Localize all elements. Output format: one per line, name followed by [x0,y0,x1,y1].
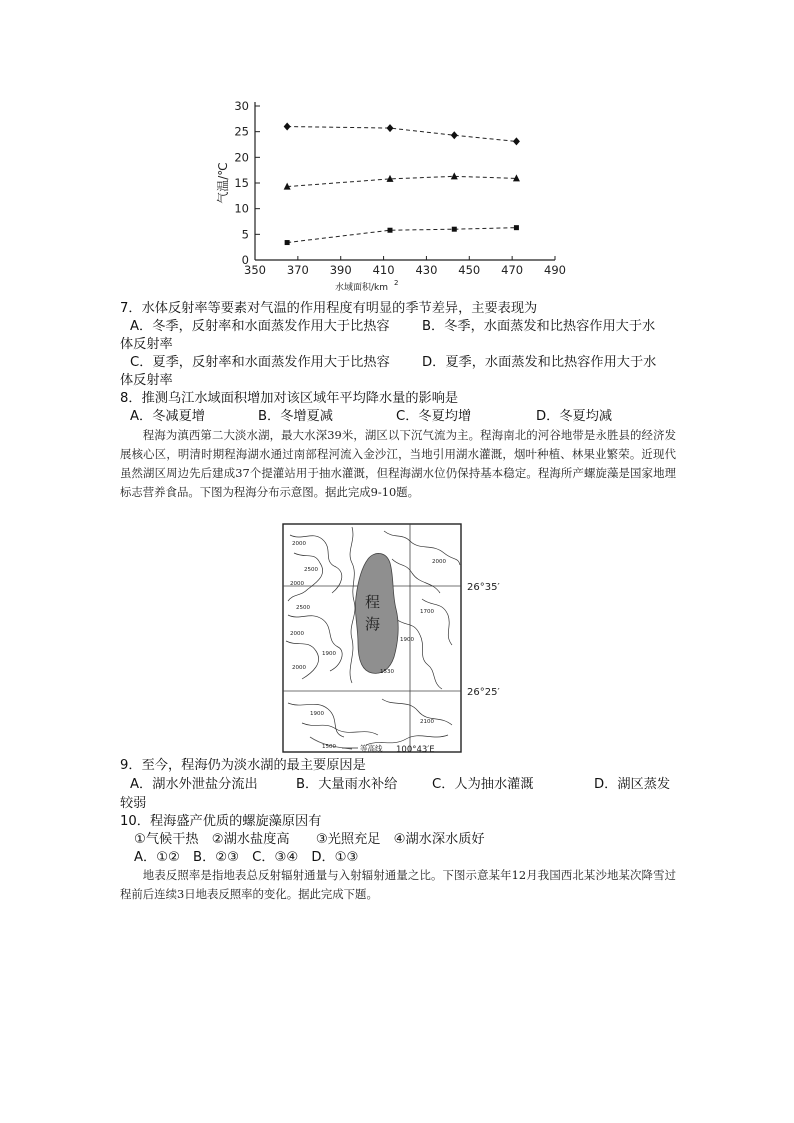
x-tick-label: 370 [286,263,309,277]
lat-label-bottom: 26°25′ [467,687,500,698]
x-tick-label: 410 [372,263,395,277]
data-point [451,131,458,139]
contour-label: 2000 [292,541,306,547]
q8-option-d[interactable]: D．冬夏均减 [536,409,613,424]
x-axis-label: 水域面积/km [335,283,389,293]
q9-option-d-cont: 较弱 [120,796,147,811]
y-tick-label: 15 [234,176,249,190]
data-point [285,240,290,245]
lake-label-2: 海 [365,615,381,633]
data-point [388,228,393,233]
data-point [452,227,457,232]
contour-label: 1500 [322,744,336,750]
y-tick-label: 10 [234,201,249,216]
y-axis-label: 气温/℃ [216,162,230,204]
chenghai-map-svg [282,523,502,755]
contour-label: 1530 [380,669,394,675]
chenghai-passage [120,426,676,502]
x-tick-label: 350 [244,263,266,277]
q8-stem: 8．推测乌江水域面积增加对该区域年平均降水量的影响是 [120,391,459,406]
data-point [513,137,520,145]
contour-label: 1700 [420,609,434,615]
q7-option-b-cont: 体反射率 [120,337,173,352]
lon-label: 100°43′E [396,745,435,755]
q10-options[interactable]: A．①② B．②③ C．③④ D．①③ [134,850,359,865]
q10-stem: 10．程海盛产优质的螺旋藻原因有 [120,814,322,829]
q9-option-c[interactable]: C．人为抽水灌溉 [432,777,534,792]
contour-label: 2000 [432,559,446,565]
q9-option-a[interactable]: A．湖水外泄盐分流出 [130,777,258,792]
x-tick-label: 430 [415,263,438,277]
contour-label: 2000 [292,665,306,671]
contour-label: 1900 [400,637,414,643]
contour-label: 2500 [296,605,310,611]
contour-label: 2000 [290,631,304,637]
series-line [287,228,516,243]
y-tick-label: 0 [241,253,249,267]
contour-label: 2100 [420,719,434,725]
x-axis-label-superscript: 2 [394,279,399,287]
chenghai-map [282,523,502,755]
x-tick-label: 390 [329,263,352,277]
q7-stem: 7．水体反射率等要素对气温的作用程度有明显的季节差异，主要表现为 [120,301,538,316]
lat-label-top: 26°35′ [467,582,500,593]
y-tick-label: 5 [241,227,249,242]
contour-label: 2500 [304,567,318,573]
q7-option-c[interactable]: C．夏季，反射率和水面蒸发作用大于比热容 [130,355,390,370]
q9-stem: 9．至今，程海仍为淡水湖的最主要原因是 [120,758,366,773]
series-line [287,127,516,142]
chenghai-passage-text: 程海为滇西第二大淡水湖，最大水深39米，湖区以下沉气流为主。程海南北的河谷地带是永胜县的经济发展核心区，明清时期程海湖水通过南部程河流入金沙江，当地引用湖水灌溉，烟叶种植、林果业繁荣。近现代虽然湖区周边先后建成37个提灌站用于抽水灌溉，但程海湖水位仍保持基本稳定。程海所产螺旋藻是国家地理标志营养食品。下图为程海分布示意图。据此完成9-10题。 [120,428,676,499]
chenghai-lake [355,553,398,673]
q9-option-b[interactable]: B．大量雨水补给 [296,777,398,792]
albedo-passage [120,866,676,904]
q9-option-d[interactable]: D．湖区蒸发 [594,777,671,792]
q7-option-d[interactable]: D．夏季，水面蒸发和比热容作用大于水 [422,355,657,370]
series-line [287,176,516,186]
lake-label-1: 程 [365,593,381,611]
data-point [387,124,394,132]
chart-svg [210,92,580,300]
albedo-passage-text: 地表反照率是指地表总反射辐射通量与入射辐射通量之比。下图示意某年12月我国西北某沙地某次降雪过程前后连续3日地表反照率的变化。据此完成下题。 [120,868,676,901]
q10-items: ①气候干热 ②湖水盐度高 ③光照充足 ④湖水深水质好 [134,832,485,847]
contour-legend-label: 等高线 [360,744,383,753]
contour-label: 2000 [290,581,304,587]
contour-label: 1900 [322,651,336,657]
contour-label: 1900 [310,711,324,717]
x-tick-label: 450 [458,263,481,277]
q7-option-b[interactable]: B．冬季，水面蒸发和比热容作用大于水 [422,319,656,334]
y-tick-label: 20 [234,150,249,165]
q8-option-b[interactable]: B．冬增夏减 [258,409,333,424]
temperature-area-chart [210,92,580,300]
y-tick-label: 25 [234,124,249,139]
q7-option-d-cont: 体反射率 [120,373,173,388]
y-tick-label: 30 [234,99,249,113]
q8-option-c[interactable]: C．冬夏均增 [396,409,472,424]
data-point [514,225,519,230]
q7-option-a[interactable]: A．冬季，反射率和水面蒸发作用大于比热容 [130,319,390,334]
data-point [284,123,291,131]
data-point [451,172,458,179]
x-tick-label: 490 [544,263,566,277]
x-tick-label: 470 [501,263,524,277]
q8-option-a[interactable]: A．冬减夏增 [130,409,205,424]
